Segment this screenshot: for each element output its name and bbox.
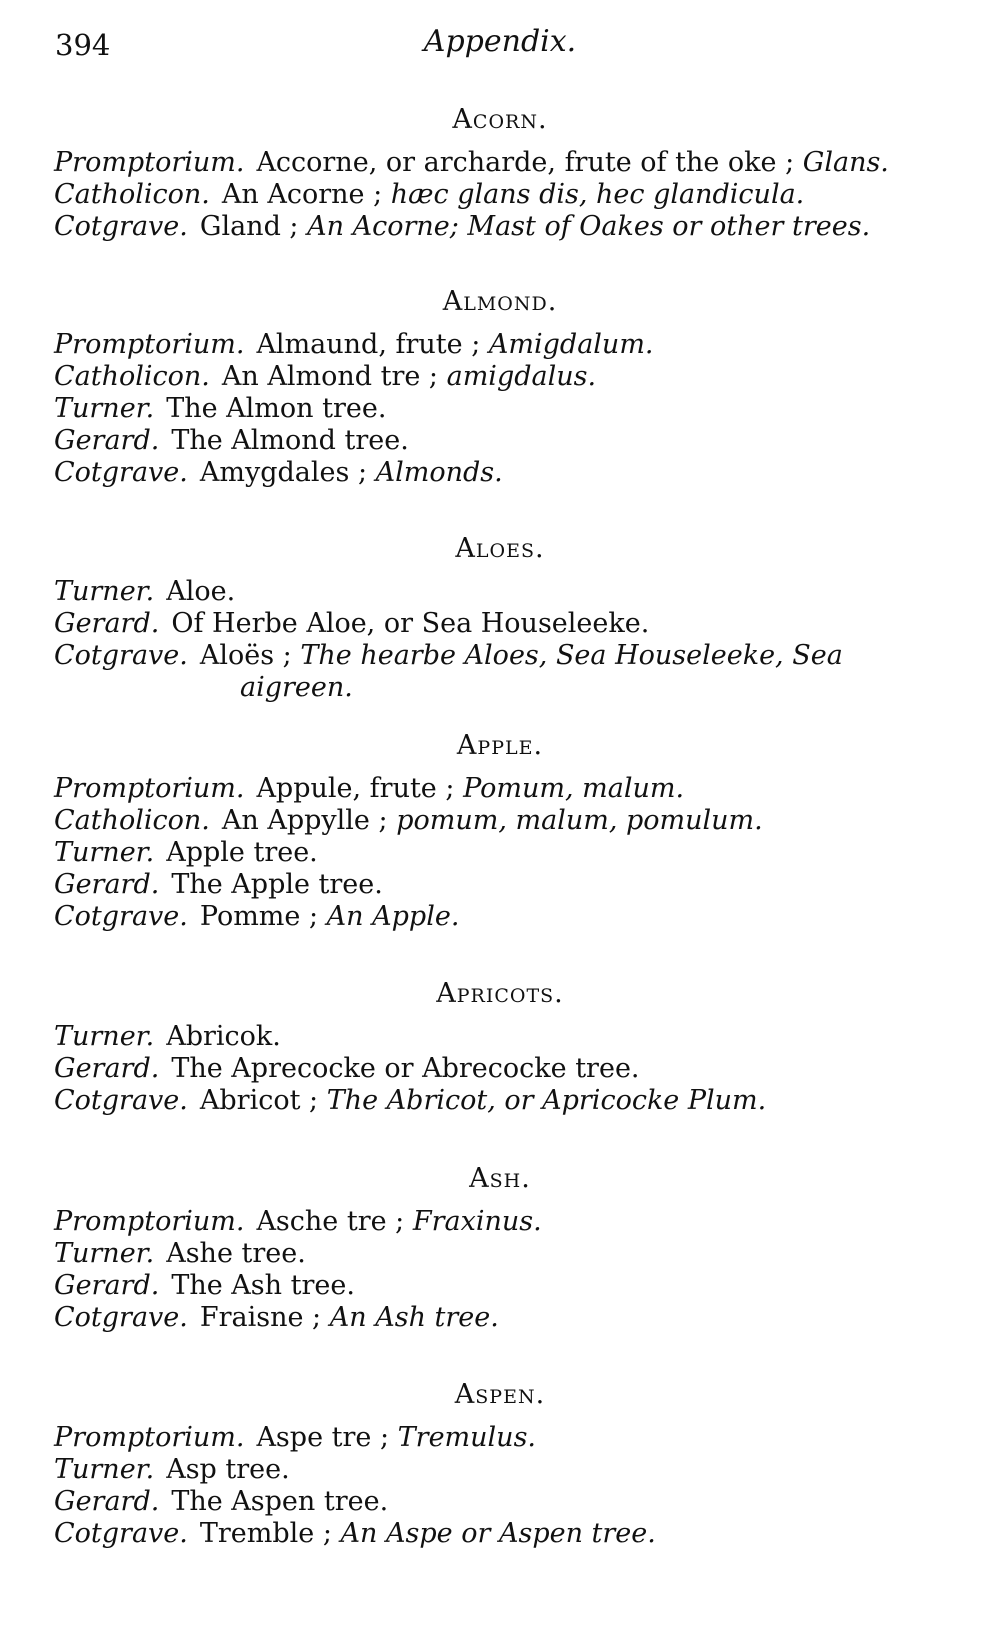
citation-text: An Appylle ; [221, 805, 388, 836]
citation-line [0, 869, 1000, 901]
entry-ash [0, 1162, 1000, 1334]
latin-gloss: Pomum, malum. [463, 773, 685, 804]
citation-line [0, 1021, 1000, 1053]
citation-text: Of Herbe Aloe, or Sea Houseleeke. [171, 608, 650, 639]
citation-text: Appule, frute ; [256, 773, 455, 804]
citation-line [0, 805, 1000, 837]
citation-text: The Aprecocke or Abrecocke tree. [171, 1053, 640, 1084]
citation-text: Abricok. [166, 1021, 281, 1052]
citation-text: Accorne, or archarde, frute of the oke ; [256, 147, 795, 178]
source-name: Promptorium. [54, 1422, 245, 1453]
citation-text: Almaund, frute ; [256, 329, 481, 360]
citation-text: Fraisne ; [199, 1302, 322, 1333]
citation-text: The Ash tree. [171, 1270, 355, 1301]
entry-almond [0, 285, 1000, 489]
source-name: Promptorium. [54, 1206, 245, 1237]
citation-line [0, 179, 1000, 211]
source-name: Cotgrave. [54, 901, 188, 932]
source-name: Promptorium. [54, 329, 245, 360]
source-name: Promptorium. [54, 147, 245, 178]
citation-text: Aloe. [166, 576, 236, 607]
entry-acorn [0, 103, 1000, 243]
source-name: Cotgrave. [54, 640, 188, 671]
latin-gloss: The Abricot, or Apricocke Plum. [326, 1085, 767, 1116]
citation-text: The Almond tree. [171, 425, 409, 456]
citation-text: The Almon tree. [166, 393, 387, 424]
source-name: Turner. [54, 1238, 155, 1269]
citation-text: Amygdales ; [199, 457, 368, 488]
citation-line [0, 773, 1000, 805]
citation-text: Pomme ; [199, 901, 319, 932]
citation-text: The Aspen tree. [171, 1486, 389, 1517]
source-name: Gerard. [54, 1053, 160, 1084]
citation-text: An Almond tre ; [221, 361, 439, 392]
citation-line [0, 901, 1000, 933]
latin-gloss: amigdalus. [446, 361, 597, 392]
citation-text: Asche tre ; [256, 1206, 405, 1237]
source-name: Catholicon. [54, 179, 210, 210]
source-name: Gerard. [54, 608, 160, 639]
citation-line [0, 425, 1000, 457]
source-name: Promptorium. [54, 773, 245, 804]
citation-line [0, 640, 1000, 672]
latin-gloss: An Aspe or Aspen tree. [340, 1518, 656, 1549]
citation-text: Ashe tree. [166, 1238, 306, 1269]
source-name: Cotgrave. [54, 1518, 188, 1549]
source-name: Turner. [54, 393, 155, 424]
entry-aspen [0, 1378, 1000, 1550]
latin-gloss: hæc glans dis, hec glandicula. [390, 179, 805, 210]
citation-text: Aspe tre ; [256, 1422, 390, 1453]
latin-gloss: Tremulus. [397, 1422, 537, 1453]
citation-text: Aloës ; [199, 640, 292, 671]
citation-line [0, 576, 1000, 608]
citation-line [0, 1454, 1000, 1486]
latin-gloss: Almonds. [375, 457, 503, 488]
citation-line [0, 1486, 1000, 1518]
source-name: Cotgrave. [54, 1302, 188, 1333]
entry-apricots [0, 977, 1000, 1117]
citation-line [0, 1085, 1000, 1117]
entry-heading: Aspen. [454, 1379, 546, 1410]
citation-line [0, 393, 1000, 425]
citation-text: The Apple tree. [171, 869, 383, 900]
source-name: Turner. [54, 576, 155, 607]
entry-heading: Ash. [469, 1163, 531, 1194]
latin-gloss: pomum, malum, pomulum. [396, 805, 763, 836]
citation-text: Tremble ; [199, 1518, 332, 1549]
entry-heading: Acorn. [452, 104, 548, 135]
latin-gloss: The hearbe Aloes, Sea Houseleeke, Sea [300, 640, 843, 671]
source-name: Catholicon. [54, 361, 210, 392]
citation-line [0, 1206, 1000, 1238]
entry-heading: Apricots. [436, 978, 564, 1009]
source-name: Cotgrave. [54, 1085, 188, 1116]
source-name: Turner. [54, 1021, 155, 1052]
source-name: Cotgrave. [54, 211, 188, 242]
latin-gloss: Fraxinus. [412, 1206, 542, 1237]
page-number: 394 [55, 28, 111, 62]
source-name: Gerard. [54, 1270, 160, 1301]
citation-text: An Acorne ; [221, 179, 383, 210]
citation-line [0, 211, 1000, 243]
continuation-line: aigreen. [240, 672, 353, 703]
running-title: Appendix. [423, 24, 577, 59]
citation-line [0, 1053, 1000, 1085]
citation-text: Asp tree. [166, 1454, 290, 1485]
source-name: Gerard. [54, 1486, 160, 1517]
citation-text: Gland ; [199, 211, 299, 242]
citation-line [0, 608, 1000, 640]
citation-text: Abricot ; [199, 1085, 319, 1116]
source-name: Cotgrave. [54, 457, 188, 488]
citation-line [0, 1270, 1000, 1302]
source-name: Turner. [54, 1454, 155, 1485]
citation-line [0, 361, 1000, 393]
citation-line [0, 1238, 1000, 1270]
latin-gloss: An Acorne; Mast of Oakes or other trees. [307, 211, 871, 242]
entry-heading: Aloes. [455, 533, 545, 564]
citation-line [0, 837, 1000, 869]
page-header [0, 24, 1000, 64]
latin-gloss: Amigdalum. [488, 329, 654, 360]
entry-aloes [0, 532, 1000, 704]
citation-line [0, 147, 1000, 179]
citation-line [0, 329, 1000, 361]
source-name: Turner. [54, 837, 155, 868]
citation-line [0, 1518, 1000, 1550]
citation-line [0, 457, 1000, 489]
source-name: Gerard. [54, 869, 160, 900]
entry-apple [0, 729, 1000, 933]
citation-line [0, 1302, 1000, 1334]
latin-gloss: An Apple. [326, 901, 460, 932]
latin-gloss: Glans. [802, 147, 889, 178]
entry-heading: Apple. [456, 730, 544, 761]
entry-heading: Almond. [442, 286, 558, 317]
source-name: Gerard. [54, 425, 160, 456]
latin-gloss: An Ash tree. [329, 1302, 499, 1333]
citation-line [0, 1422, 1000, 1454]
source-name: Catholicon. [54, 805, 210, 836]
citation-text: Apple tree. [166, 837, 318, 868]
